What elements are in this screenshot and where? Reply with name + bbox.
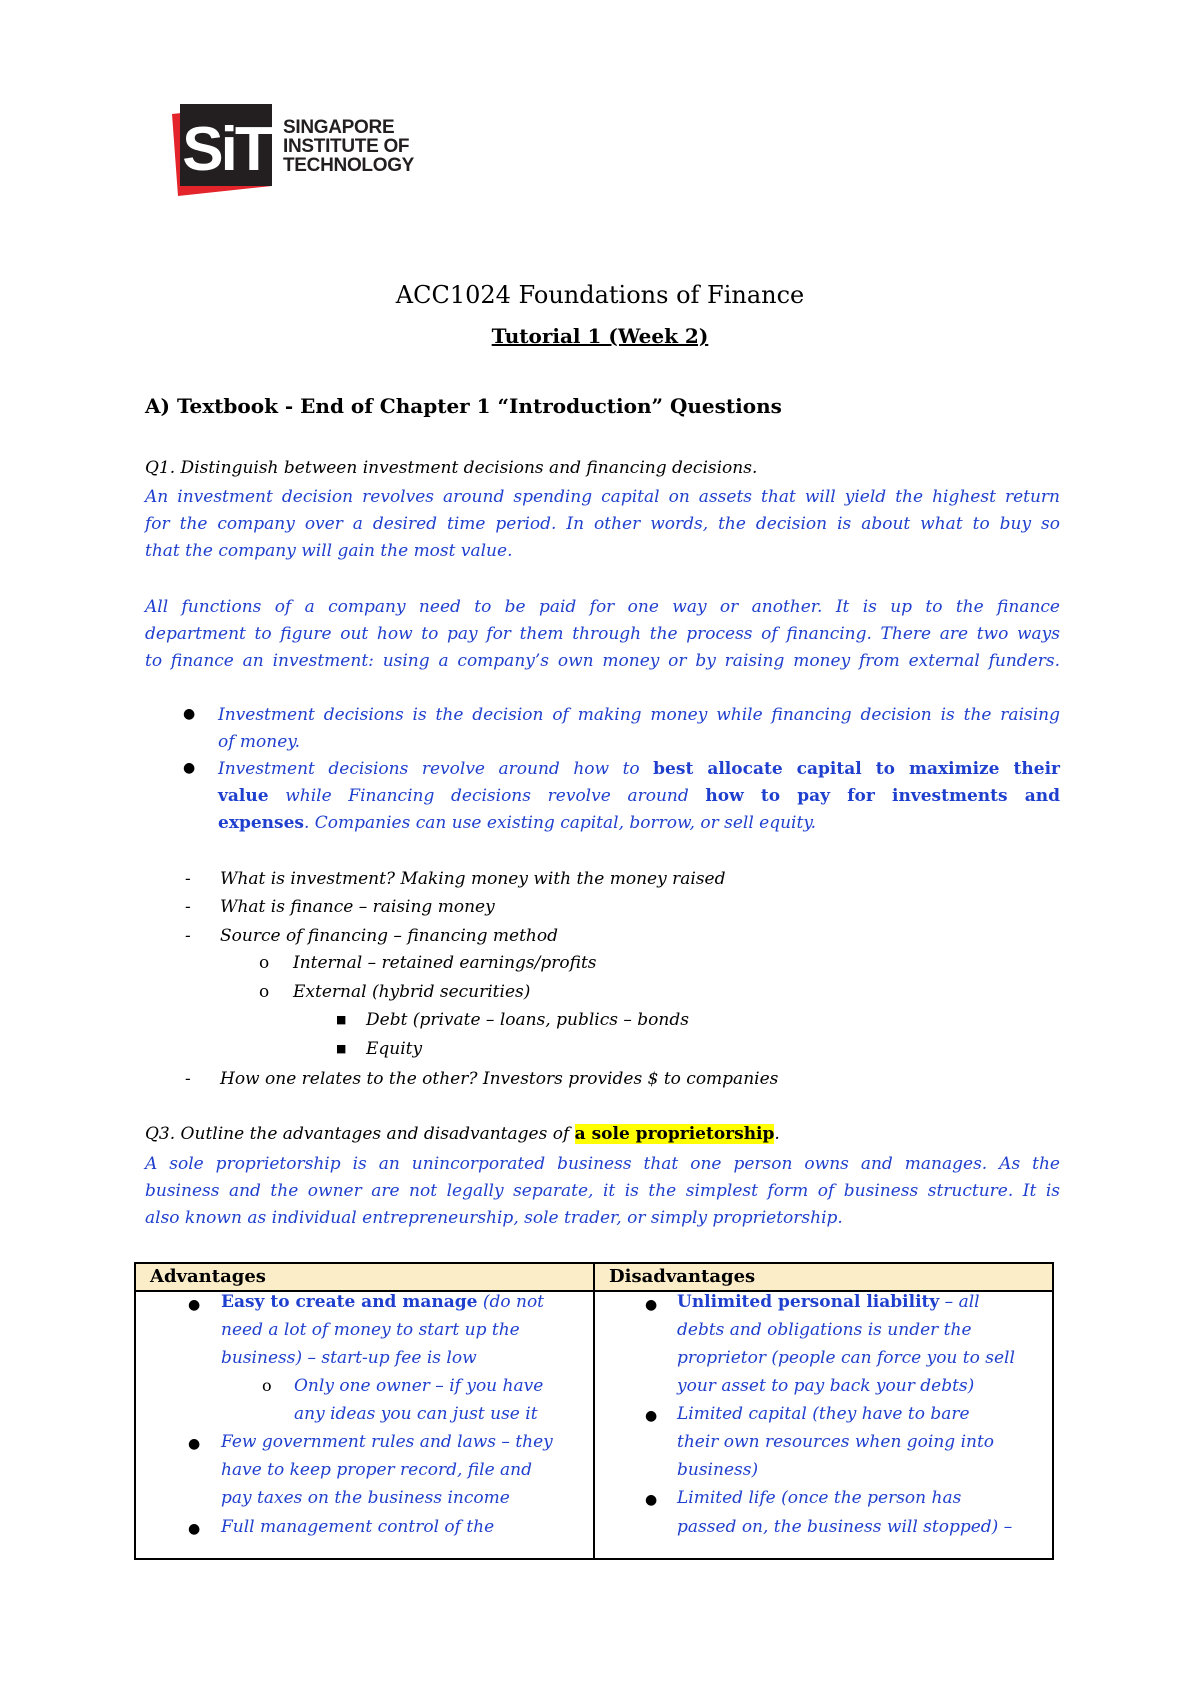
logo-wordmark: SINGAPORE INSTITUTE OF TECHNOLOGY [283,117,415,176]
q1-paragraph-2: All functions of a company need to be paid for one way or another. It is up to the finance department to figure out how to pay for them through the process of financing. There are two ways to finance an investment: using a company’s own money or by raising money from external funders. [145,597,1060,671]
note-line: Source of financing – financing method [220,926,558,946]
section-heading: A) Textbook - End of Chapter 1 “Introduction” Questions [145,394,782,418]
document-page: SiT SINGAPORE INSTITUTE OF TECHNOLOGY ACC1024 Foundations of Finance Tutorial 1 (Week 2) A) Textbook - End of Chapter 1 “Introduction” Questions Q1. Distinguish between investment decisions and financing decisions. An investment decision revolves around spending capital on assets that will yield the highest return for the company over a desired time period. In other words, the decision is about what to buy so that the company will gain the most value. All functions of a company need to be paid for one way or another. It is up to the finance department to figure out how to pay for them through the process of financing. There are two ways to finance an investment: using a company’s own money or by raising money from external funders. ● Investment decisions is the decision of making money while financing decision is the raising of money. ● Investment decisions revolve around how to best allocate capital to maximize their value while Financing decisions revolve around how to pay for investments and expenses. Companies can use existing capital, borrow, or sell equity. - What is investment? Making money with the money raised - What is finance – raising money - Source of financing – financing method o Internal – retained earnings/profits o External (hybrid securities) ■ Debt (private – loans, publics – bonds ■ Equity - How one relates to the other? Investors provides $ to companies Q3. Outline the advantages and disadvantages of a sole proprietorship. A sole proprietorship is an unincorporated business that one person owns and manages. As the business and the owner are not legally separate, it is the simplest form of business structure. It is also known as individual entrepreneurship, sole trader, or simply proprietorship. Advantages Disadvantages ● Easy to create and manage (do not need a lot of money to start up the business) – start-up fee is low o Only one owner – if you have any ideas you can just use it ● Few government rules and laws – they have to keep proper record, file and pay taxes on the business income ● Full management control of the ● Unlimited personal liability – all debts and obligations is under the proprietor (people can force you to sell your asset to pay back your debts) ● Limited capital (they have to bare their own resources when going into business) ● Limited life (once the person has passed on, the business will stopped) – [0,0,1200,1698]
q1-bullet-1: Investment decisions is the decision of making money while financing decision is the raising of money. [218,705,1060,752]
highlighted-term: a sole proprietorship [574,1124,775,1144]
note-line: How one relates to the other? Investors provides $ to companies [220,1069,779,1089]
bullet-icon: ● [183,760,196,776]
page-title: ACC1024 Foundations of Finance [395,281,805,309]
logo-mark: SiT [182,115,270,184]
note-subline: Internal – retained earnings/profits [293,953,597,973]
page-subtitle: Tutorial 1 (Week 2) [491,324,709,348]
table-header-advantages: Advantages [135,1263,594,1291]
q1-paragraph-1: An investment decision revolves around spending capital on assets that will yield the highest return for the company over a desired time period. In other words, the decision is about what to buy so that the company will gain the most value. [145,487,1060,561]
q1-question: Q1. Distinguish between investment decisions and financing decisions. [145,458,758,478]
q3-paragraph: A sole proprietorship is an unincorporated business that one person owns and manages. As the business and the owner are not legally separate, it is the simplest form of business structure. It is also known as individual entrepreneurship, sole trader, or simply proprietorship. [145,1154,1060,1228]
disadvantages-cell: ● Unlimited personal liability – all debts and obligations is under the proprietor (people can force you to sell your asset to pay back your debts) ● Limited capital (they have to bare their own resources when going into business) ● Limited life (once the person has passed on, the business will stopped) – [594,1291,1053,1559]
advantages-table [134,1262,1054,1560]
q3-question: Q3. Outline the advantages and disadvantages of a sole proprietorship. [145,1124,780,1144]
q1-bullet-2: Investment decisions revolve around how to best allocate capital to maximize their value while Financing decisions revolve around how to pay for investments and expenses. Companies can use existing capital, borrow, or sell equity. [218,759,1060,833]
note-subsubline: Equity [366,1039,423,1059]
table-header-disadvantages: Disadvantages [594,1263,1053,1291]
note-line: What is investment? Making money with the money raised [220,869,726,889]
advantages-cell: ● Easy to create and manage (do not need a lot of money to start up the business) – start-up fee is low o Only one owner – if you have any ideas you can just use it ● Few government rules and laws – they have to keep proper record, file and pay taxes on the business income ● Full management control of the [135,1291,594,1559]
note-line: What is finance – raising money [220,897,495,917]
note-subline: External (hybrid securities) [293,982,531,1002]
bullet-icon: ● [183,706,196,722]
note-subsubline: Debt (private – loans, publics – bonds [366,1010,689,1030]
